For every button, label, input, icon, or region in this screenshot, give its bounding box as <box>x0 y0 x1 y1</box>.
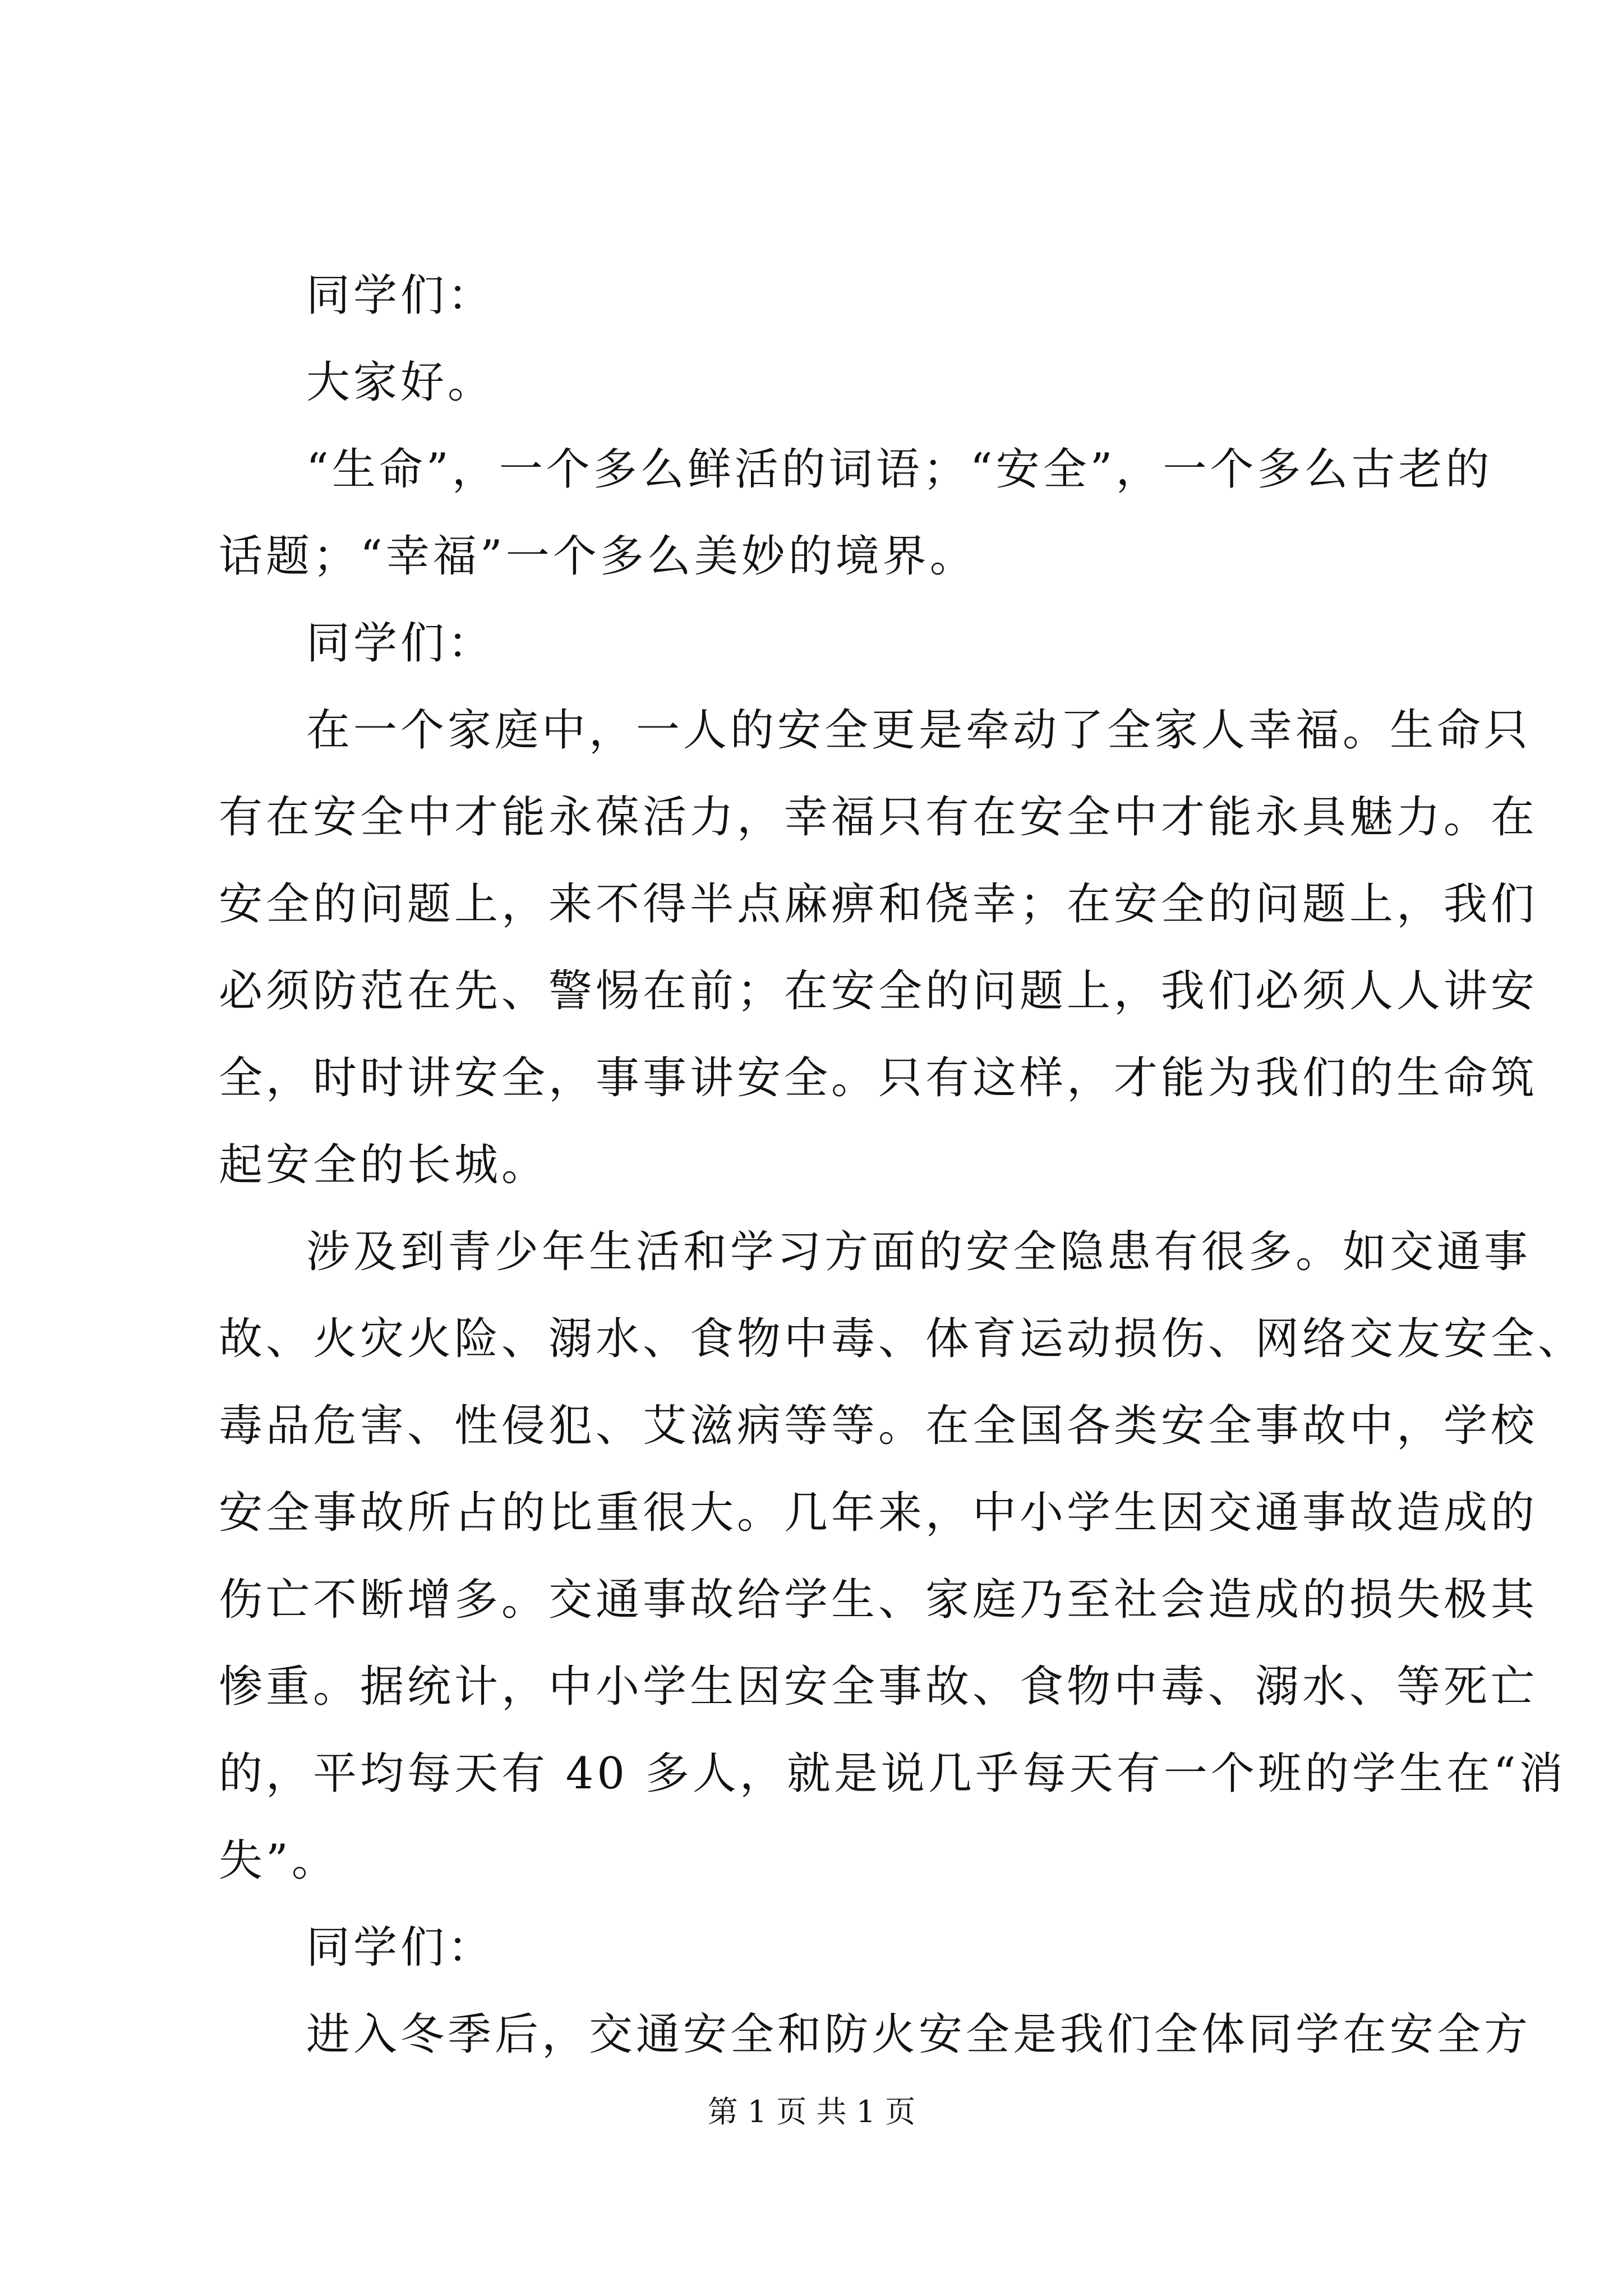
text-line: 故、火灾火险、溺水、食物中毒、体育运动损伤、网络交友安全、 <box>219 1314 1585 1364</box>
text-line: 必须防范在先、警惕在前；在安全的问题上，我们必须人人讲安 <box>219 966 1538 1016</box>
greeting-line: 同学们： <box>306 618 495 669</box>
text-line: 话题；“幸福”一个多么美妙的境界。 <box>219 531 977 582</box>
text-line: 大家好。 <box>306 357 495 408</box>
text-line: 涉及到青少年生活和学习方面的安全隐患有很多。如交通事 <box>306 1227 1532 1277</box>
text-line: 惨重。据统计，中小学生因安全事故、食物中毒、溺水、等死亡 <box>219 1662 1538 1712</box>
text-line: 失”。 <box>219 1835 339 1886</box>
text-line: 起安全的长城。 <box>219 1140 549 1190</box>
text-line: 的，平均每天有 40 多人，就是说几乎每天有一个班的学生在“消 <box>219 1749 1566 1799</box>
text-line: 安全的问题上，来不得半点麻痹和侥幸；在安全的问题上，我们 <box>219 879 1538 930</box>
greeting-line: 同学们： <box>306 1922 495 1973</box>
greeting-line: 同学们： <box>306 270 495 321</box>
text-line: 全，时时讲安全，事事讲安全。只有这样，才能为我们的生命筑 <box>219 1053 1538 1103</box>
text-line: 进入冬季后，交通安全和防火安全是我们全体同学在安全方 <box>306 2009 1532 2060</box>
text-line: 有在安全中才能永葆活力，幸福只有在安全中才能永具魅力。在 <box>219 792 1538 843</box>
text-line: 在一个家庭中，一人的安全更是牵动了全家人幸福。生命只 <box>306 705 1532 756</box>
text-line: 毒品危害、性侵犯、艾滋病等等。在全国各类安全事故中，学校 <box>219 1401 1538 1451</box>
text-line: “生命”，一个多么鲜活的词语；“安全”，一个多么古老的 <box>306 444 1493 495</box>
document-body <box>219 252 1585 2078</box>
page-footer: 第 1 页 共 1 页 <box>707 2094 916 2129</box>
text-line: 伤亡不断增多。交通事故给学生、家庭乃至社会造成的损失极其 <box>219 1575 1538 1625</box>
text-line: 安全事故所占的比重很大。几年来，中小学生因交通事故造成的 <box>219 1488 1538 1538</box>
